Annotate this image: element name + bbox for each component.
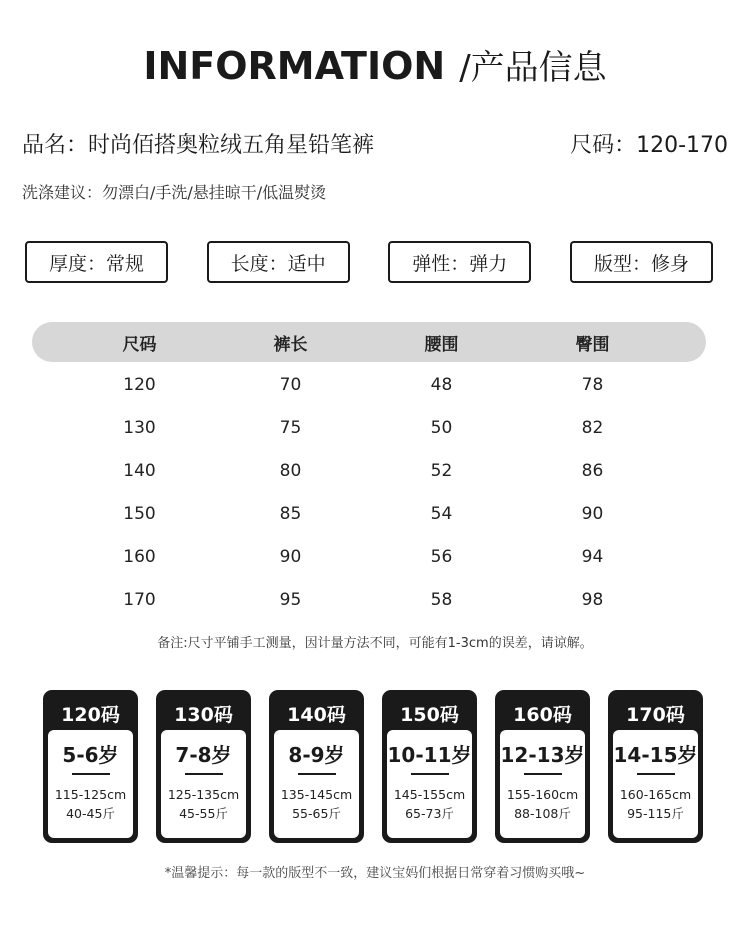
header-waist: 腰围 [424,334,459,355]
card-body [48,730,133,838]
size-card [156,690,251,843]
card-height: 155-160cm [506,787,579,802]
table-cell: 95 [279,589,302,610]
card-body [613,730,698,838]
table-cell: 140 [123,460,156,481]
attribute-tags [25,241,713,283]
card-size: 130码 [174,703,233,726]
table-cell: 150 [123,503,156,524]
card-divider [524,773,562,775]
card-divider [185,773,223,775]
card-divider [411,773,449,775]
table-cell: 58 [430,589,453,610]
header-hip: 臀围 [575,334,610,355]
table-cell: 70 [279,374,302,395]
table-cell: 78 [581,374,604,395]
card-body [274,730,359,838]
card-size: 160码 [513,703,572,726]
card-size: 120码 [61,703,120,726]
table-cell: 75 [279,417,302,438]
size-card [382,690,477,843]
table-cell: 56 [430,546,453,567]
table-cell: 85 [279,503,302,524]
table-cell: 80 [279,460,302,481]
measurement-note: 备注:尺寸平铺手工测量，因计量方法不同，可能有1-3cm的误差，请谅解。 [157,636,593,651]
table-cell: 86 [581,460,604,481]
size-card [495,690,590,843]
attr-thickness: 厚度：常规 [25,241,168,283]
table-cell: 90 [279,546,302,567]
card-size: 150码 [400,703,459,726]
attr-length: 长度：适中 [207,241,350,283]
table-cell: 98 [581,589,604,610]
card-age: 12-13岁 [500,743,585,767]
size-card [608,690,703,843]
table-row [32,406,706,449]
table-cell: 130 [123,417,156,438]
header-length: 裤长 [273,334,308,355]
product-name: 品名：时尚佰搭奥粒绒五角星铅笔裤 [22,133,375,158]
card-age: 8-9岁 [288,743,345,767]
card-body [387,730,472,838]
table-row [32,578,706,621]
warm-tip: *温馨提示：每一款的版型不一致，建议宝妈们根据日常穿着习惯购买哦~ [164,866,586,881]
card-height: 145-155cm [393,787,466,802]
product-name-row [22,128,728,159]
table-cell: 170 [123,589,156,610]
card-body [500,730,585,838]
size-card [269,690,364,843]
title-en: INFORMATION [143,44,446,88]
table-cell: 120 [123,374,156,395]
card-height: 160-165cm [619,787,692,802]
card-age: 10-11岁 [387,743,472,767]
card-weight: 55-65斤 [292,806,341,821]
card-weight: 40-45斤 [66,806,115,821]
table-cell: 48 [430,374,453,395]
table-row [32,492,706,535]
page-header [0,40,750,89]
card-body [161,730,246,838]
table-cell: 94 [581,546,604,567]
attr-elasticity: 弹性：弹力 [388,241,531,283]
table-row [32,449,706,492]
card-weight: 95-115斤 [627,806,684,821]
table-cell: 52 [430,460,453,481]
card-height: 135-145cm [280,787,353,802]
card-weight: 88-108斤 [514,806,571,821]
table-row [32,535,706,578]
size-card [43,690,138,843]
header-size: 尺码 [122,334,157,355]
card-size: 170码 [626,703,685,726]
table-row [32,363,706,406]
card-size: 140码 [287,703,346,726]
title-cn: /产品信息 [459,48,607,88]
card-divider [298,773,336,775]
card-weight: 65-73斤 [405,806,454,821]
size-range: 尺码：120-170 [570,133,728,158]
card-weight: 45-55斤 [179,806,228,821]
table-header [32,322,706,362]
card-height: 125-135cm [167,787,240,802]
table-cell: 160 [123,546,156,567]
size-cards [43,690,703,843]
table-cell: 50 [430,417,453,438]
card-age: 14-15岁 [613,743,698,767]
table-cell: 82 [581,417,604,438]
card-age: 5-6岁 [62,743,119,767]
card-height: 115-125cm [54,787,127,802]
card-divider [72,773,110,775]
table-cell: 54 [430,503,453,524]
table-body [32,363,706,621]
table-cell: 90 [581,503,604,524]
attr-fit: 版型：修身 [570,241,713,283]
size-table [32,322,706,621]
card-divider [637,773,675,775]
card-age: 7-8岁 [175,743,232,767]
wash-instructions: 洗涤建议：勿漂白/手洗/悬挂晾干/低温熨烫 [22,183,327,202]
